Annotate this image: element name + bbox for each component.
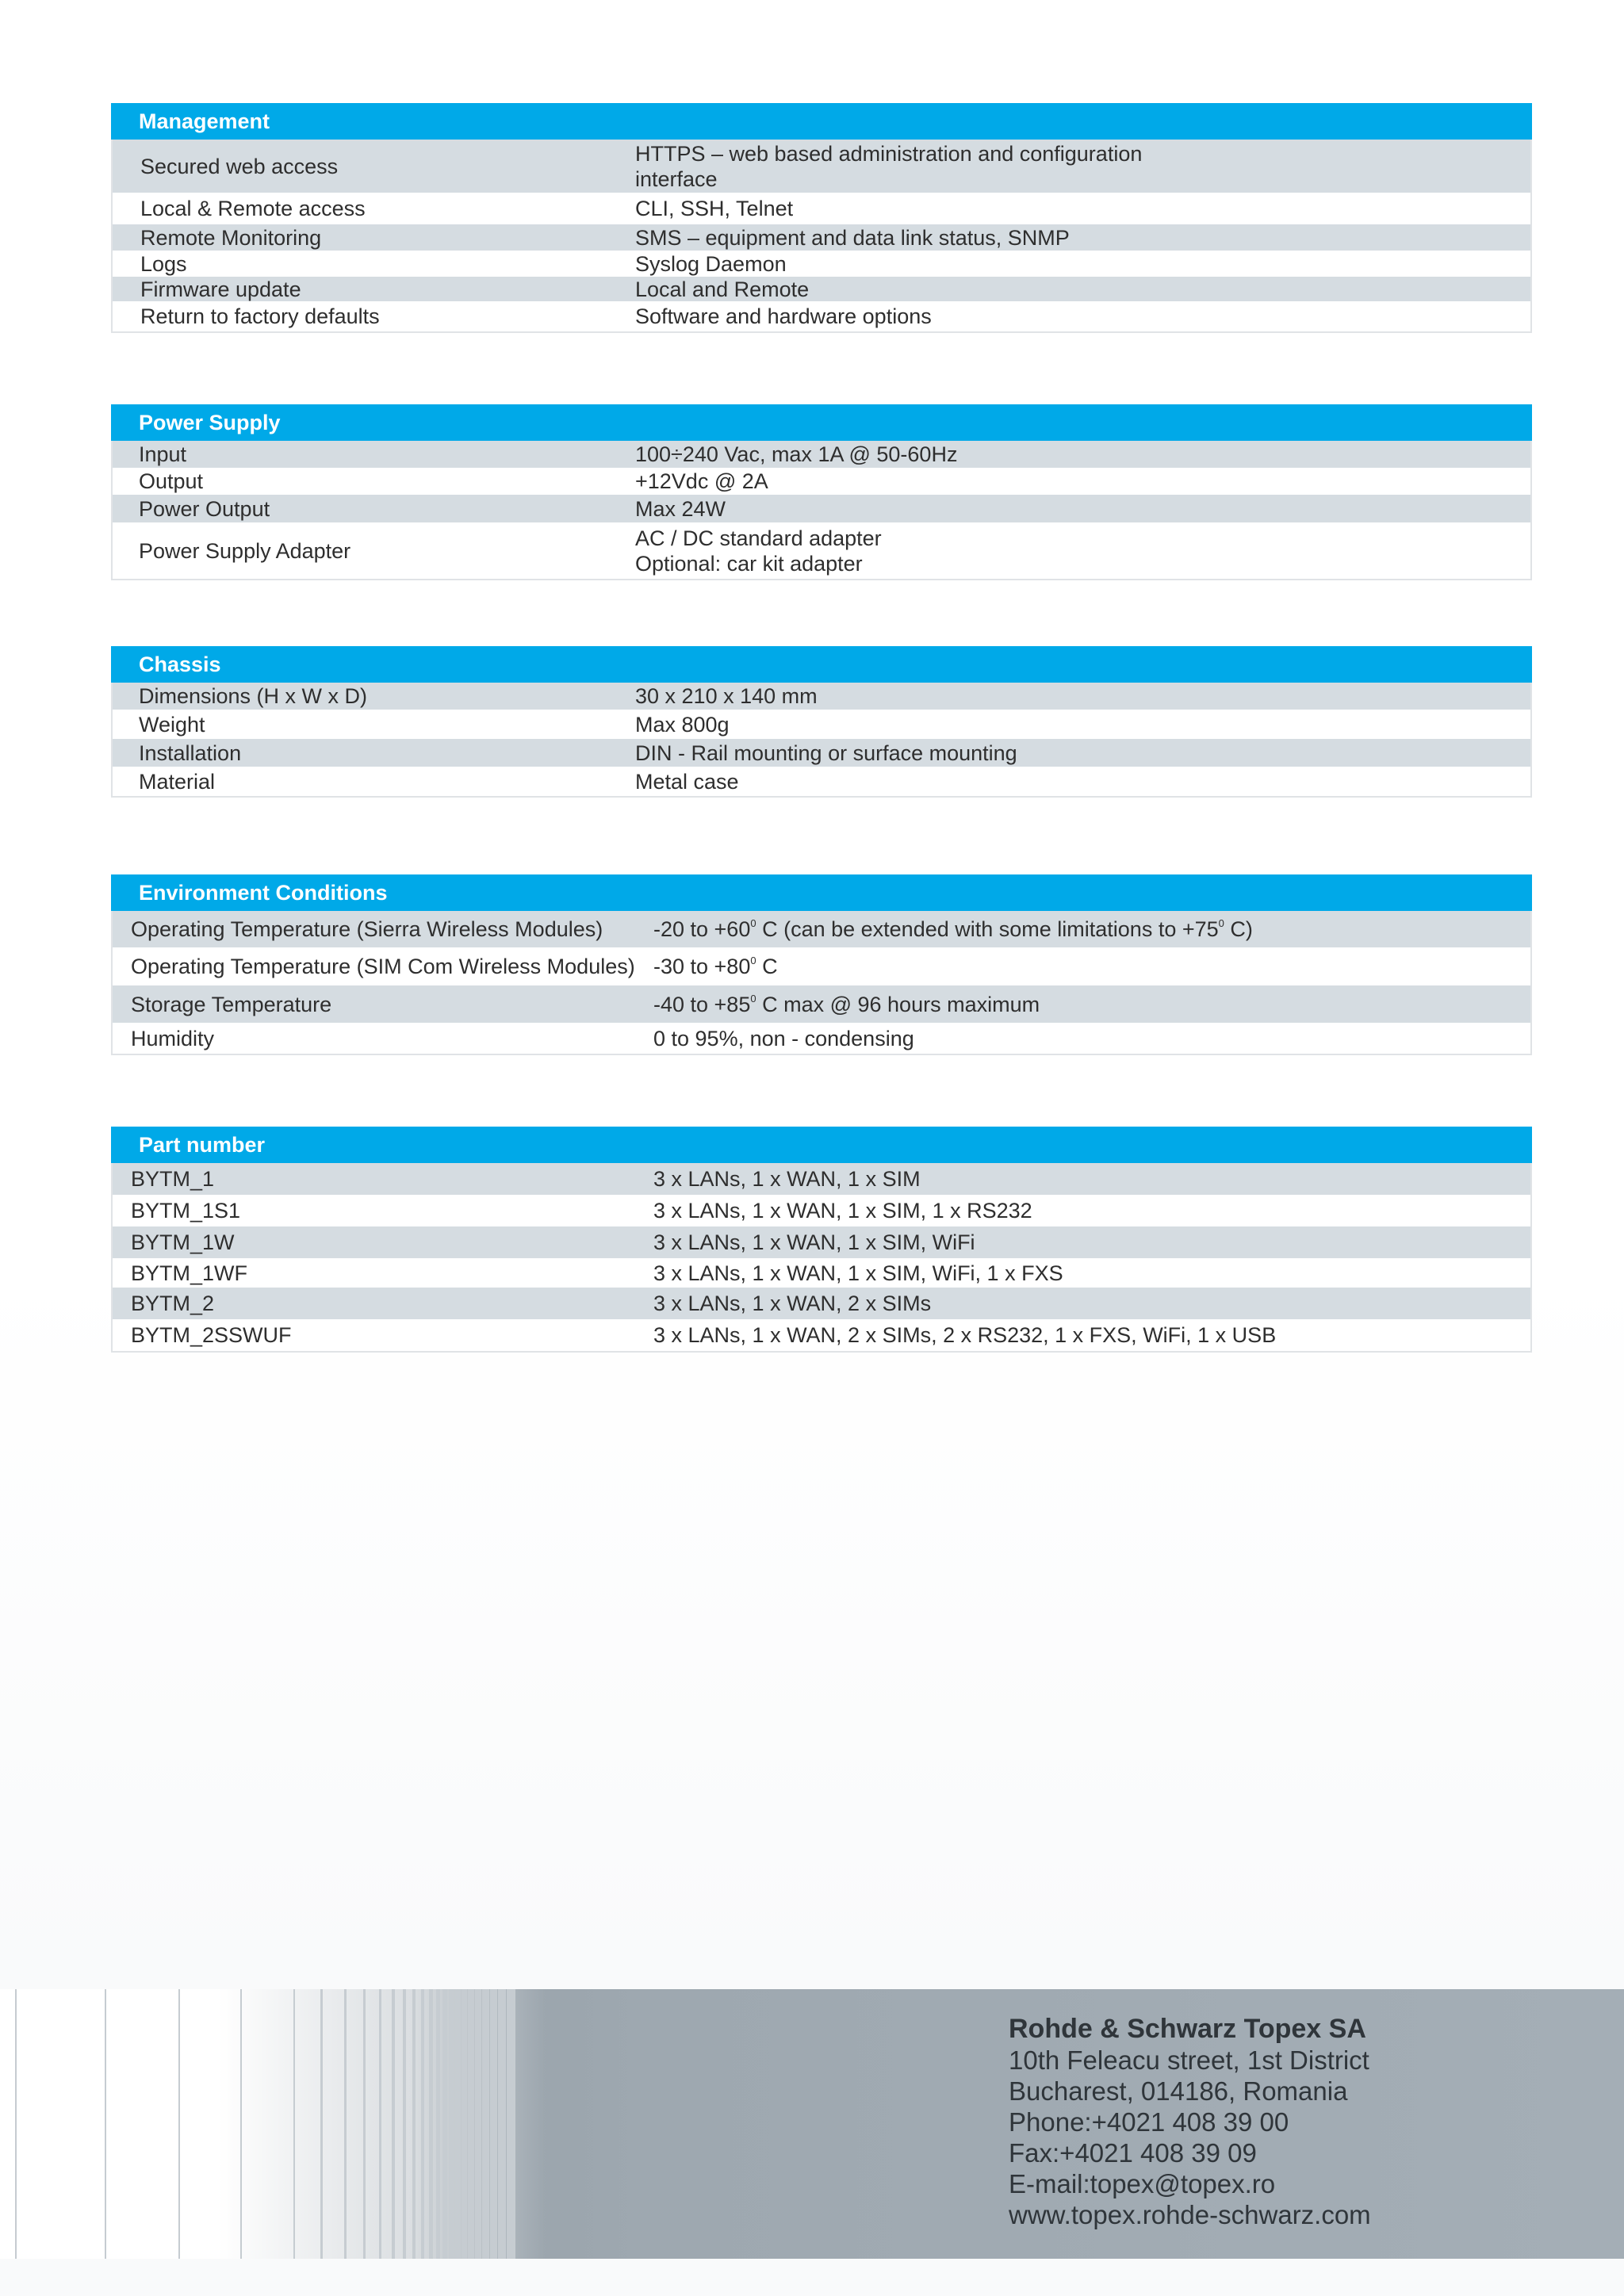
table-row [113, 495, 1530, 522]
table-row [113, 947, 1530, 985]
degree-mark: 0 [750, 992, 756, 1004]
chassis-header: Chassis [111, 646, 1532, 683]
row-value: 100÷240 Vac, max 1A @ 50-60Hz [635, 442, 958, 466]
row-value: 0 to 95%, non - condensing [653, 1026, 914, 1050]
footer-band [0, 1989, 1624, 2259]
row-label: Power Supply Adapter [139, 538, 351, 563]
row-label: Return to factory defaults [140, 304, 380, 328]
row-label: BYTM_1WF [131, 1261, 248, 1285]
address-line-1: 10th Feleacu street, 1st District [1009, 2045, 1369, 2075]
row-value: DIN - Rail mounting or surface mounting [635, 740, 1017, 765]
row-label: Remote Monitoring [140, 225, 322, 250]
degree-mark: 0 [750, 955, 756, 966]
table-row [113, 739, 1530, 767]
row-label: Storage Temperature [131, 992, 332, 1016]
row-label: Power Output [139, 496, 270, 521]
row-value-line: AC / DC standard adapter [635, 526, 882, 550]
chassis-table [111, 646, 1532, 798]
row-label: Installation [139, 740, 242, 765]
row-value: CLI, SSH, Telnet [635, 197, 794, 220]
table-row [113, 224, 1530, 251]
row-label: Local & Remote access [140, 197, 366, 220]
row-value: SMS – equipment and data link status, SNMP [635, 225, 1070, 250]
part-number-table [111, 1127, 1532, 1353]
row-label: Logs [140, 251, 187, 276]
table-row [113, 683, 1530, 710]
row-value: -40 to $+85^0$ C max @ 96 hours maximum [653, 992, 1040, 1016]
row-label: Secured web access [140, 154, 339, 178]
table-row [113, 767, 1530, 796]
row-label: BYTM_2SSWUF [131, 1323, 292, 1347]
row-value-line: Optional: car kit adapter [635, 551, 863, 576]
power-supply-table [111, 404, 1532, 580]
row-label: BYTM_2 [131, 1292, 215, 1315]
table-row [113, 441, 1530, 468]
fax-number: Fax:+4021 408 39 09 [1009, 2138, 1257, 2168]
management-table [111, 103, 1532, 333]
phone-number: Phone:+4021 408 39 00 [1009, 2107, 1289, 2137]
table-row [113, 301, 1530, 331]
address-line-2: Bucharest, 014186, Romania [1009, 2076, 1348, 2106]
row-label: Operating Temperature (SIM Com Wireless Modules) [131, 955, 635, 978]
power-supply-header: Power Supply [111, 404, 1532, 441]
row-label: Output [139, 469, 204, 493]
row-value: Syslog Daemon [635, 251, 787, 276]
row-value: 3 x LANs, 1 x WAN, 2 x SIMs, 2 x RS232, 1 x FXS, WiFi, 1 x USB [653, 1323, 1277, 1347]
table-row [113, 911, 1530, 947]
row-value: 3 x LANs, 1 x WAN, 2 x SIMs [653, 1292, 932, 1315]
row-value: 3 x LANs, 1 x WAN, 1 x SIM, WiFi, 1 x FXS [653, 1261, 1063, 1285]
row-value [635, 526, 882, 576]
environment-table [111, 874, 1532, 1055]
decorative-stripes [0, 1989, 555, 2259]
table-row [113, 251, 1530, 277]
table-row [113, 1163, 1530, 1195]
row-label: Material [139, 769, 216, 794]
table-row [113, 1023, 1530, 1054]
degree-mark: 0 [750, 917, 756, 929]
table-row [113, 522, 1530, 579]
row-value: Metal case [635, 769, 739, 794]
row-label: BYTM_1S1 [131, 1199, 241, 1223]
row-label: Input [139, 442, 187, 466]
company-contact-block [1009, 2014, 1371, 2230]
table-row [113, 193, 1530, 224]
row-value: 3 x LANs, 1 x WAN, 1 x SIM, WiFi [653, 1230, 975, 1254]
row-label: Operating Temperature (Sierra Wireless Modules) [131, 917, 603, 941]
table-row [113, 1258, 1530, 1288]
table-row [113, 1319, 1530, 1351]
row-label: Firmware update [140, 277, 301, 301]
table-row [113, 468, 1530, 495]
row-value: Local and Remote [635, 277, 810, 301]
row-label: Dimensions (H x W x D) [139, 684, 368, 708]
table-row [113, 1195, 1530, 1226]
row-label: Humidity [131, 1026, 215, 1050]
table-row [113, 1226, 1530, 1258]
table-row [113, 277, 1530, 301]
row-value: 30 x 210 x 140 mm [635, 684, 818, 708]
row-value: Max 800g [635, 712, 730, 737]
table-row [113, 1288, 1530, 1319]
row-value: HTTPS – web based administration and configuration interface [635, 141, 1143, 191]
management-header: Management [111, 103, 1532, 140]
table-row [113, 985, 1530, 1023]
row-value: 3 x LANs, 1 x WAN, 1 x SIM [653, 1167, 921, 1191]
part-number-header: Part number [111, 1127, 1532, 1163]
environment-header: Environment Conditions [111, 874, 1532, 911]
row-value: -20 to $+60^0$ C (can be extended with some limitations to $+75^0$ C) [653, 917, 1253, 941]
email-address[interactable]: E-mail:topex@topex.ro [1009, 2169, 1276, 2198]
row-value: 3 x LANs, 1 x WAN, 1 x SIM, 1 x RS232 [653, 1199, 1032, 1223]
row-value: Software and hardware options [635, 304, 932, 328]
row-label: Weight [139, 712, 205, 737]
row-label: BYTM_1 [131, 1167, 215, 1191]
row-label: BYTM_1W [131, 1230, 235, 1254]
website-link[interactable]: www.topex.rohde-schwarz.com [1009, 2200, 1371, 2229]
row-value: -30 to $+80^0$ C [653, 955, 778, 978]
degree-mark: 0 [1218, 917, 1224, 929]
table-row [113, 140, 1530, 193]
row-value: Max 24W [635, 496, 726, 521]
row-value: +12Vdc @ 2A [635, 469, 768, 493]
company-name: Rohde & Schwarz Topex SA [1009, 2014, 1366, 2044]
table-row [113, 710, 1530, 739]
